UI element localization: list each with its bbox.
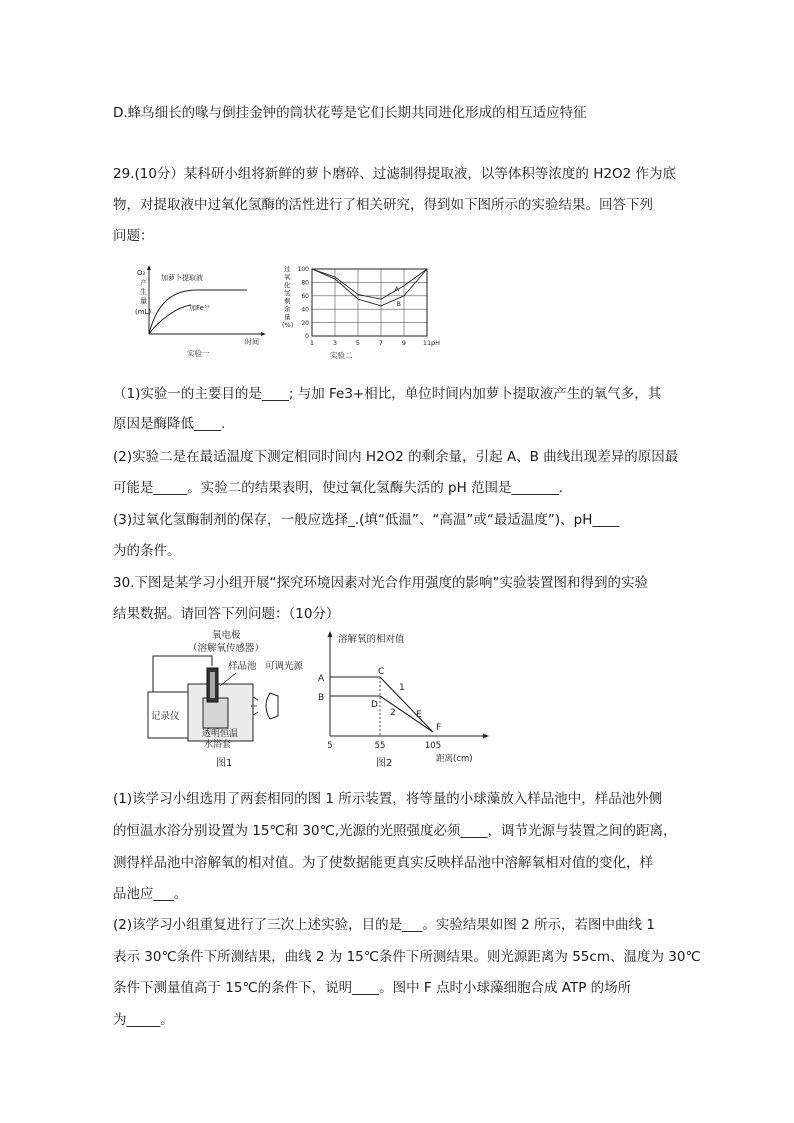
series-line-B <box>312 269 427 306</box>
recorder-label: 记录仪 <box>151 711 180 722</box>
exp1-ylabel-0: O₂ <box>137 269 146 277</box>
q29-part1-line2: 原因是酶降低____. <box>113 416 226 432</box>
electrode-label: 氧电极 <box>212 630 241 641</box>
exp1-x-label: 时间 <box>245 338 259 346</box>
point-label-b: B <box>318 693 325 703</box>
exp2-ylabel-5: 余 <box>284 305 291 313</box>
series-label-b: B <box>396 299 401 308</box>
exp2-ylabel-3: 氢 <box>284 289 291 297</box>
figure2-chart <box>316 626 506 771</box>
exp1-y-arrow <box>147 265 151 270</box>
experiment2-figure <box>282 262 462 362</box>
exp1-caption: 实验一 <box>187 349 210 358</box>
point-label-a: A <box>318 674 325 684</box>
y-tick-label: 0 <box>305 333 309 341</box>
x-tick-label: 55 <box>374 741 386 751</box>
q29-part2-line2: 可能是_____。实验二的结果表明，使过氧化氢酶失活的 pH 范围是_______. <box>113 480 564 496</box>
exp1-curve-fe-label: 加Fe³⁺ <box>189 304 211 312</box>
q30-part2-line3: 条件下测量值高于 15℃的条件下，说明____。图中 F 点时小球藻细胞合成 ATP 的场所 <box>113 980 632 996</box>
figure1-apparatus <box>140 626 310 771</box>
exp2-ylabel-2: 化 <box>284 281 291 289</box>
figure1-caption: 图1 <box>216 758 233 769</box>
q29-part3-line2: 为的条件。 <box>113 543 181 559</box>
exp2-plot-area <box>298 266 441 347</box>
electrode-sublabel: （溶解氧传感器） <box>188 643 265 654</box>
light-ray-icon <box>253 712 258 715</box>
bath-label-line1: 透明恒温 <box>202 729 239 739</box>
exp1-ylabel-1: 产 <box>140 279 147 287</box>
exp2-ylabel-0: 过 <box>284 265 291 273</box>
q30-part1-line1: (1)该学习小组选用了两套相同的图 1 所示装置，将等量的小球藻放入样品池中，样品池外侧 <box>113 791 663 807</box>
x-tick-label: 7 <box>378 339 384 347</box>
exp1-ylabel-2: 生 <box>140 288 147 296</box>
exp2-ylabel-1: 氧 <box>284 273 291 281</box>
q30-part2-line1: (2)该学习小组重复进行了三次上述实验，目的是___。实验结果如图 2 所示，若图中曲线 1 <box>113 917 655 933</box>
q30-part2-line2: 表示 30℃条件下所测结果，曲线 2 为 15℃条件下所测结果。则光源距离为 55cm、温度为 30℃ <box>113 949 701 965</box>
x-tick-label: 5 <box>327 741 333 751</box>
figure2-y-label: 溶解氧的相对值 <box>338 634 405 645</box>
exp1-curve-extract <box>149 290 247 334</box>
series-line-1 <box>330 677 433 732</box>
q30-part1-line4: 品池应___。 <box>113 886 188 902</box>
q29-part3-line1: (3)过氧化氢酶制剂的保存，一般应选择_.(填“低温”、“高温”或“最适温度”)、pH____ <box>113 512 620 528</box>
light-source-label: 可调光源 <box>265 661 304 672</box>
electrode-core <box>210 672 215 698</box>
q30-part2-line4: 为_____。 <box>113 1012 174 1028</box>
y-tick-label: 20 <box>301 319 309 327</box>
q30-part1-line2: 的恒温水浴分别设置为 15℃和 30℃,光源的光照强度必须____，调节光源与装置之间的距离， <box>113 823 677 839</box>
option-d-text: D.蜂鸟细长的喙与倒挂金钟的筒状花萼是它们长期共同进化形成的相互适应特征 <box>113 105 587 121</box>
y-tick-label: 100 <box>297 266 309 274</box>
x-axis-label: 距离(cm) <box>436 754 473 764</box>
x-tick-label: 105 <box>424 741 442 751</box>
point-label-c: C <box>378 667 385 677</box>
x-tick-label: 11 <box>422 339 432 347</box>
point-label-f: F <box>436 723 442 733</box>
q29-stem-line3: 问题： <box>113 228 154 244</box>
experiment1-figure <box>135 262 270 362</box>
y-tick-label: 80 <box>301 279 309 287</box>
y-tick-label: 40 <box>301 306 309 314</box>
series-label-a: A <box>394 285 399 294</box>
q29-stem-line2: 物，对提取液中过氧化氢酶的活性进行了相关研究，得到如下图所示的实验结果。回答下列 <box>113 197 653 213</box>
exp1-ylabel-4: (mL) <box>135 308 152 316</box>
exp1-curve-fe <box>149 305 191 334</box>
q29-part1-line1: （1)实验一的主要目的是____; 与加 Fe3+相比，单位时间内加萝卜提取液产生的氧气多，其 <box>113 386 662 402</box>
exp1-curve-extract-label: 加萝卜提取液 <box>161 274 203 282</box>
figure2-plot-area <box>318 631 489 764</box>
q30-part1-line3: 测得样品池中溶解氧的相对值。为了使数据能更真实反映样品池中溶解氧相对值的变化，样 <box>113 855 653 871</box>
q30-stem-line2: 结果数据。请回答下列问题：（10分） <box>113 606 340 622</box>
exp2-ylabel-6: 量 <box>284 313 291 321</box>
q30-stem-line1: 30.下图是某学习小组开展“探究环境因素对光合作用强度的影响”实验装置图和得到的实验 <box>113 575 648 591</box>
light-ray-icon <box>253 697 258 700</box>
x-axis-arrow <box>483 734 489 739</box>
point-label-e: E <box>416 710 422 720</box>
x-tick-label: 5 <box>355 339 361 347</box>
sample-pool-label: 样品池 <box>228 661 257 672</box>
bath-label-line2: 水浴套 <box>204 740 232 750</box>
exp1-x-arrow <box>261 332 266 336</box>
exp2-caption: 实验二 <box>330 351 353 360</box>
exp2-ylabel-4: 剩 <box>284 297 291 305</box>
curve-label-1: 1 <box>399 683 405 693</box>
exp2-ylabel-7: (%) <box>282 321 294 329</box>
q29-part2-line1: (2)实验二是在最适温度下测定相同时间内 H2O2 的剩余量，引起 A、B 曲线出现差异的原因最 <box>113 449 679 465</box>
x-axis-label: pH <box>431 339 441 347</box>
lamp-shade-icon <box>270 693 278 719</box>
series-line-A <box>312 269 427 299</box>
light-source-icon <box>266 693 270 719</box>
x-tick-label: 3 <box>332 339 338 347</box>
x-tick-label: 9 <box>401 339 407 347</box>
curve-label-2: 2 <box>390 708 396 718</box>
exp1-ylabel-3: 量 <box>140 297 147 305</box>
y-axis-arrow <box>328 631 333 637</box>
y-tick-label: 60 <box>301 293 309 300</box>
x-tick-label: 1 <box>309 339 315 347</box>
point-label-d: D <box>371 700 378 710</box>
q29-stem-line1: 29.(10分）某科研小组将新鲜的萝卜磨碎、过滤制得提取液，以等体积等浓度的 H2O2 作为底 <box>113 166 676 182</box>
figure2-caption: 图2 <box>376 758 393 769</box>
